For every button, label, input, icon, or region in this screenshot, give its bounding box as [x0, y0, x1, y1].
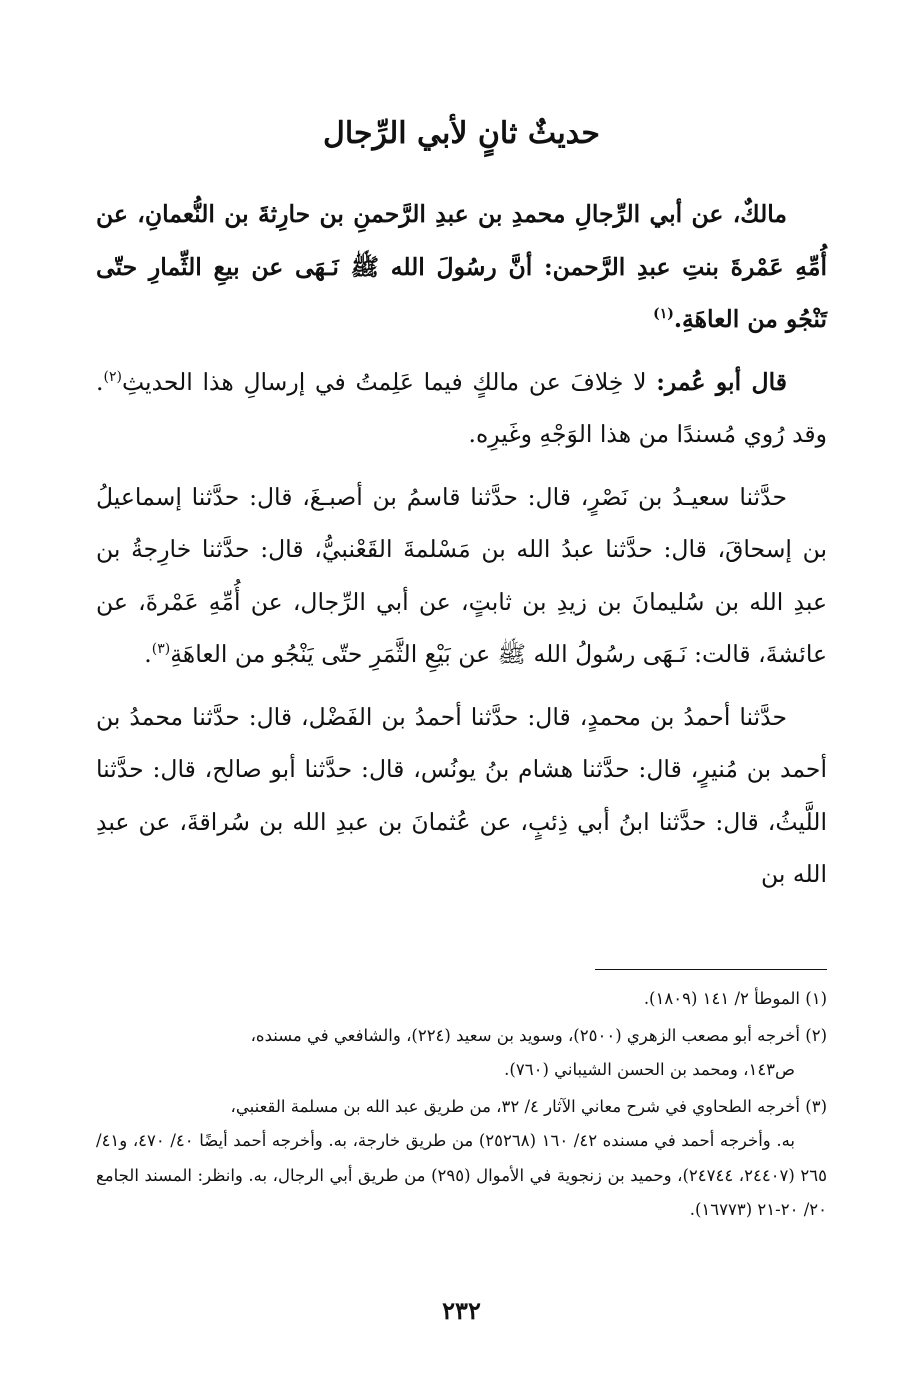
footnote-separator [595, 969, 827, 970]
footnote-3-line-1: (٣) أخرجه الطحاوي في شرح معاني الآثار ٤/ ٣٢، من طريق عبد الله بن مسلمة القعنبي، [230, 1096, 827, 1116]
footnotes [96, 982, 827, 1230]
footnote-ref-1[interactable]: (١) [653, 306, 674, 323]
footnote-2-line-2: ص١٤٣، ومحمد بن الحسن الشيباني (٧٦٠). [504, 1060, 795, 1079]
page-number: ٢٣٢ [442, 1296, 481, 1325]
footnote-ref-3[interactable]: (٣) [151, 641, 171, 658]
commentary-text: لا خِلافَ عن مالكٍ فيما عَلِمتُ في إرسالِ هذا الحديثِ [121, 367, 647, 396]
paragraph-hadith [96, 188, 827, 346]
isnad-1-text: حدَّثنا سعيـدُ بن نَصْرٍ، قال: حدَّثنا قاسمُ بن أصبـغَ، قال: حدَّثنا إسماعيلُ بن إسحاقَ، قال: حدَّثنا عبدُ الله بن مَسْلمةَ القَعْنبيُّ، قال: حدَّثنا خارِجةُ بن عبدِ الله بن سُليمانَ بن زيدِ بن ثابتٍ، عن أبي الرِّجال، عن أُمِّهِ عَمْرةَ، عن عائشةَ، قالت: نَـهَى رسُولُ الله ﷺ عن بَيْعِ الثَّمَرِ حتّى يَنْجُو من العاهَةِ [96, 482, 827, 668]
isnad-2-text: حدَّثنا أحمدُ بن محمدٍ، قال: حدَّثنا أحمدُ بن الفَضْل، قال: حدَّثنا محمدُ بن أحمد بن مُنيرٍ، قال: حدَّثنا هشام بنُ يونُس، قال: حدَّثنا أبو صالح، قال: حدَّثنا اللَّيثُ، قال: حدَّثنا ابنُ أبي ذِئبٍ، عن عُثمانَ بن عبدِ الله بن سُراقةَ، عن عبدِ الله بن [96, 702, 827, 888]
footnote-3-continuation: به. وأخرجه أحمد في مسنده ٤٢/ ١٦٠ (٢٥٢٦٨) من طريق خارجة، به. وأخرجه أحمد أيضًا ٤٠/ ٤٧٠، و٤١/ ٢٦٥ (٢٤٤٠٧، ٢٤٧٤٤)، وحميد بن زنجوية في الأموال (٢٩٥) من طريق أبي الرجال، به. وانظر: المسند الجامع ٢٠/ ٢٠-٢١ (١٦٧٧٣). [96, 1131, 827, 1219]
footnote-ref-2[interactable]: (٢) [103, 368, 122, 385]
main-text [96, 188, 827, 911]
commentary-tail: . وقد رُوي مُسندًا من هذا الوَجْهِ وغَيرِه. [96, 367, 827, 448]
footnote-2-line-1: (٢) أخرجه أبو مصعب الزهري (٢٥٠٠)، وسويد بن سعيد (٢٢٤)، والشافعي في مسنده، [250, 1025, 827, 1045]
paragraph-commentary [96, 356, 827, 461]
page-title: حديثٌ ثانٍ لأبي الرِّجال [323, 116, 600, 151]
commentary-lead: قال أبو عُمر: [656, 367, 787, 396]
paragraph-isnad-1 [96, 471, 827, 681]
isnad-1-period: . [144, 640, 152, 668]
footnote-1: (١) الموطأ ٢/ ١٤١ (١٨٠٩). [643, 989, 827, 1008]
footnote-2 [96, 1019, 827, 1088]
paragraph-isnad-2 [96, 691, 827, 901]
footnote-3 [96, 1090, 827, 1228]
paragraph-hadith-text: مالكٌ، عن أبي الرِّجالِ محمدِ بن عبدِ الرَّحمنِ بن حارِثةَ بن النُّعمانِ، عن أُمِّهِ عَمْرةَ بنتِ عبدِ الرَّحمن: أنَّ رسُولَ الله ﷺ نَـهَى عن بيعِ الثِّمارِ حتّى تَنْجُو من العاهَةِ. [96, 200, 827, 333]
